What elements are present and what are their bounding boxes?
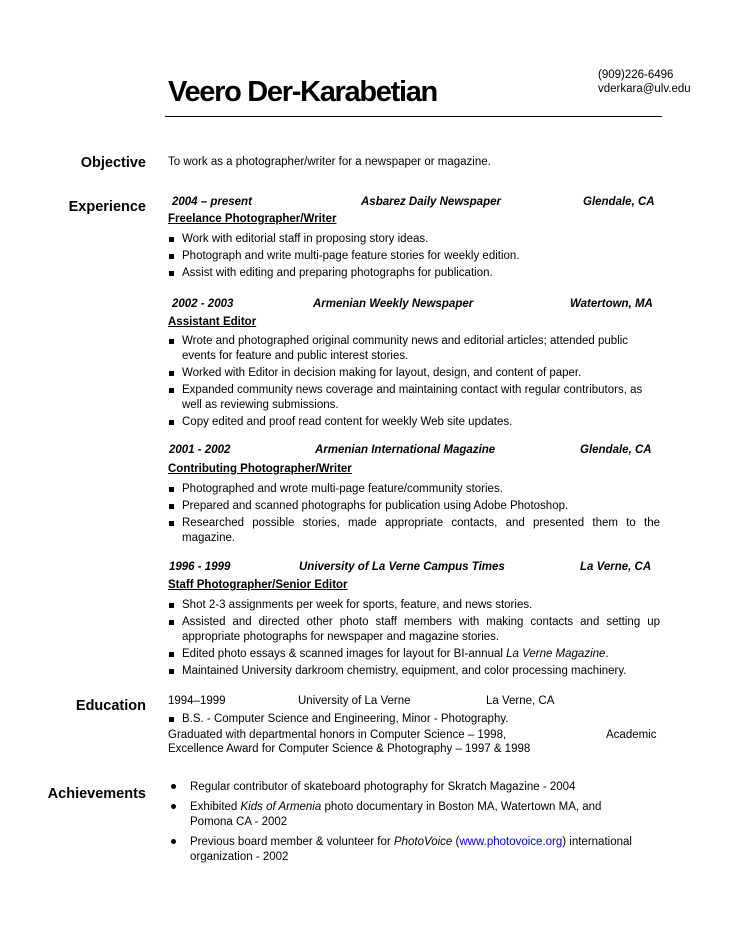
- list-item: Worked with Editor in decision making for layout, design, and content of paper.: [168, 366, 660, 381]
- achievement-text: ) international organization - 2002: [190, 836, 632, 863]
- education-honors-line2: Excellence Award for Computer Science & Photography – 1997 & 1998: [168, 743, 531, 755]
- job-title: Freelance Photographer/Writer: [168, 213, 337, 225]
- education-location: La Verne, CA: [486, 695, 555, 707]
- list-item: Researched possible stories, made appropriate contacts, and presented them to the magazine.: [168, 516, 660, 546]
- job-location: Watertown, MA: [570, 298, 653, 310]
- job-bullets: [168, 482, 660, 548]
- list-item: Assisted and directed other photo staff members with making contacts and setting up appropriate photographs for newspaper and magazine stories.: [168, 615, 660, 645]
- list-item: Prepared and scanned photographs for publication using Adobe Photoshop.: [168, 499, 660, 514]
- achievement-text: Previous board member & volunteer for: [190, 836, 394, 848]
- education-dates: 1994–1999: [168, 695, 226, 707]
- job-organization: University of La Verne Campus Times: [299, 561, 505, 573]
- job-dates: 2002 - 2003: [172, 298, 234, 310]
- job-organization: Armenian International Magazine: [315, 444, 496, 456]
- job-dates: 2001 - 2002: [169, 444, 231, 456]
- job-location: Glendale, CA: [583, 196, 655, 208]
- photovoice-link[interactable]: www.photovoice.org: [459, 836, 563, 848]
- achievement-text: Exhibited: [190, 801, 241, 813]
- list-item: [168, 647, 660, 662]
- job-title: Contributing Photographer/Writer: [168, 463, 352, 475]
- list-item: B.S. - Computer Science and Engineering, Minor - Photography.: [168, 712, 660, 727]
- list-item: Photograph and write multi-page feature stories for weekly edition.: [168, 249, 660, 264]
- list-item: Regular contributor of skateboard photography for Skratch Magazine - 2004: [168, 780, 638, 795]
- list-item: Copy edited and proof read content for weekly Web site updates.: [168, 415, 660, 430]
- organization-name: PhotoVoice: [393, 836, 453, 848]
- list-item: Work with editorial staff in proposing story ideas.: [168, 232, 660, 247]
- list-item: [168, 800, 638, 830]
- magazine-title: La Verne Magazine: [506, 648, 606, 660]
- section-heading-achievements: Achievements: [47, 786, 146, 802]
- list-item: [168, 835, 638, 865]
- list-item: Photographed and wrote multi-page feature/community stories.: [168, 482, 660, 497]
- achievements-list: [168, 780, 638, 870]
- list-item: Assist with editing and preparing photographs for publication.: [168, 266, 660, 281]
- achievement-text: photo documentary in Boston MA, Watertown MA, and Pomona CA - 2002: [190, 801, 602, 828]
- list-item: Shot 2-3 assignments per week for sports, feature, and news stories.: [168, 598, 660, 613]
- job-bullets: [168, 334, 660, 432]
- job-organization: Armenian Weekly Newspaper: [313, 298, 474, 310]
- list-item-end: .: [605, 648, 609, 660]
- job-location: Glendale, CA: [580, 444, 652, 456]
- objective-text: To work as a photographer/writer for a newspaper or magazine.: [168, 156, 491, 168]
- job-bullets: [168, 598, 660, 681]
- list-item: Maintained University darkroom chemistry, equipment, and color processing machinery.: [168, 664, 660, 679]
- resume-name: Veero Der-Karabetian: [168, 76, 437, 108]
- education-degree-list: [168, 712, 660, 729]
- achievement-text: (: [452, 836, 460, 848]
- phone-number: (909)226-6496: [598, 69, 674, 81]
- job-dates: 1996 - 1999: [169, 561, 231, 573]
- job-location: La Verne, CA: [580, 561, 652, 573]
- list-item: Wrote and photographed original community news and editorial articles; attended public events for feature and public interest stories.: [168, 334, 660, 364]
- education-honors-line1-end: Academic: [606, 729, 657, 741]
- list-item: Expanded community news coverage and maintaining contact with regular contributors, as well as reviewing submissions.: [168, 383, 660, 413]
- section-heading-education: Education: [75, 698, 146, 714]
- job-dates: 2004 – present: [172, 196, 252, 208]
- section-heading-experience: Experience: [68, 199, 146, 215]
- job-bullets: [168, 232, 660, 283]
- email-address: vderkara@ulv.edu: [598, 83, 691, 95]
- education-honors-line1: Graduated with departmental honors in Computer Science – 1998,: [168, 729, 507, 741]
- job-title: Assistant Editor: [168, 316, 257, 328]
- header-divider: [165, 116, 662, 117]
- list-item-text: Edited photo essays & scanned images for layout for BI-annual: [182, 648, 507, 660]
- section-heading-objective: Objective: [80, 155, 146, 171]
- job-title: Staff Photographer/Senior Editor: [168, 579, 348, 591]
- contact-block: [598, 68, 691, 96]
- education-school: University of La Verne: [298, 695, 411, 707]
- job-organization: Asbarez Daily Newspaper: [361, 196, 501, 208]
- exhibit-title: Kids of Armenia: [240, 801, 322, 813]
